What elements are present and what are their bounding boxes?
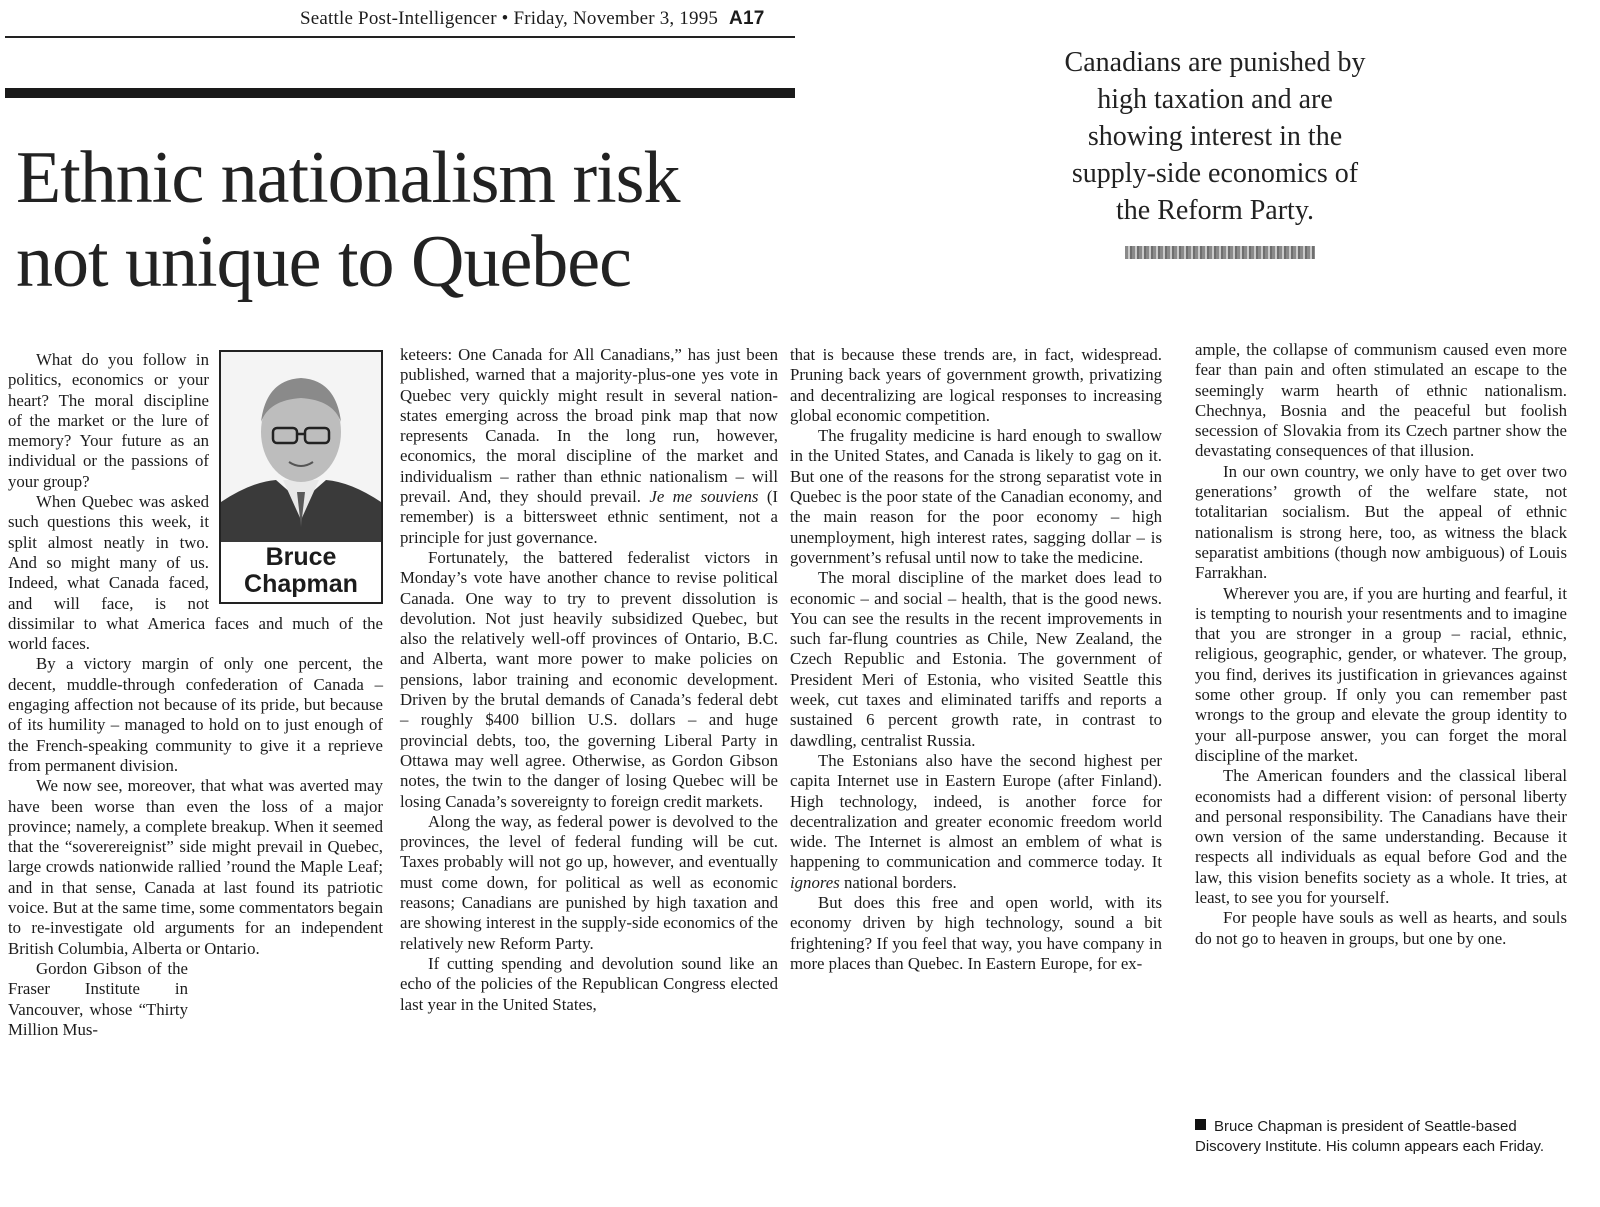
author-photo <box>219 350 383 604</box>
article-column-1 <box>8 350 383 1040</box>
paragraph: The moral discipline of the market does lead to economic – and social – health, that is the good news. You can see the results in the recent improvements in such far-flung countries as Chile, New Zealand, the Czech Republic and Estonia. The government of President Meri of Estonia, who visited Seattle this week, cut taxes and eliminated tariffs and reports a sustained 6 percent growth rate, in contrast to dawdling, centralist Russia. <box>790 568 1162 750</box>
paragraph: Along the way, as federal power is devolved to the provinces, the level of federal funding will be cut. Taxes probably will not go up, however, and eventually must come down, for political as well as economic reasons; Canadians are punished by high taxation and are showing interest in the supply-side economics of the relatively new Reform Party. <box>400 811 778 953</box>
italic-phrase: ignores <box>790 872 840 892</box>
paragraph: Fortunately, the battered federalist victors in Monday’s vote have another chance to revise political Canada. One way to try to prevent dissolution is devolution. Not just heavily subsidized Quebec, but also the relatively well-off provinces of Ontario, B.C. and Alberta, want more power to make policies on pensions, labor training and economic development. Driven by the brutal demands of Canada’s federal debt – roughly $400 billion U.S. dollars – and huge provincial debts, too, the governing Liberal Party in Ottawa may well agree. Otherwise, as Gordon Gibson notes, the twin to the danger of losing Quebec will be losing Canada’s sovereignty to foreign credit markets. <box>400 547 778 811</box>
article-column-4 <box>1195 340 1567 949</box>
paragraph: The frugality medicine is hard enough to swallow in the United States, and Canada is likely to gag on it. But one of the reasons for the strong separatist vote in Quebec is the poor state of the Canadian economy, and the main reason for the poor economy – high unemployment, high interest rates, sagging dollar – is government’s refusal until now to take the medicine. <box>790 426 1162 567</box>
byline-first-name: Bruce <box>265 543 337 571</box>
paragraph-text: (I remember) is a bittersweet ethnic sentiment, not a principle for just governance. <box>400 487 779 547</box>
paragraph: For people have souls as well as hearts, and souls do not go to heaven in groups, but one by one. <box>1195 908 1567 948</box>
paragraph: We now see, moreover, that what was averted may have been worse than even the loss of a major province; namely, a complete breakup. When it seemed that the “soverereignist” side might prevail in Quebec, large crowds nationwide rallied ’round the Maple Leaf; and in that sense, Canada at last found its patriotic voice. But at the same time, some commentators begain to re-investigate old arguments for an independent British Columbia, Alberta or Ontario. <box>8 776 383 958</box>
pull-quote-line: the Reform Party. <box>1115 195 1315 226</box>
paragraph: In our own country, we only have to get over two generations’ growth of the welfare state, not totalitarian socialism. But the appeal of ethnic nationalism is strong here, too, as witness the black separatist ambitions (though now ambiguous) of Louis Farrakhan. <box>1195 461 1567 583</box>
article-column-2 <box>400 345 778 1015</box>
italic-phrase: Je me souviens <box>649 487 759 507</box>
paragraph-text: keteers: One Canada for All Canadians,” has just been published, warned that a majority-plus-one yes vote in Quebec very quickly might result in several nation-states emerging across the broad pink map that now represents Canada. In the long run, however, economics, the moral discipline of the market and individualism – rather than ethnic nationalism – will prevail. And, they should prevail. <box>400 345 778 507</box>
headline <box>16 136 796 304</box>
pull-quote-line: Canadians are punished by <box>1064 47 1366 78</box>
headline-line-2: not unique to Quebec <box>16 221 631 303</box>
headline-line-1: Ethnic nationalism risk <box>16 137 680 219</box>
pull-quote-line: showing interest in the <box>1087 121 1343 152</box>
paragraph: that is because these trends are, in fact, widespread. Pruning back years of government growth, privatizing and decentralizing are logical responses to increasing global economic competition. <box>790 345 1162 425</box>
paragraph: What do you follow in politics, economics or your heart? The moral discipline of the market or the lure of memory? Your future as an individual or the passions of your group? <box>8 350 209 491</box>
author-portrait-icon <box>221 352 381 542</box>
paragraph <box>790 751 1162 893</box>
masthead-text: Seattle Post-Intelligencer • Friday, November 3, 1995 <box>300 8 719 29</box>
author-tagline-text: Bruce Chapman is president of Seattle-based Discovery Institute. His column appears each Friday. <box>1195 1118 1545 1155</box>
paragraph-text: national borders. <box>843 872 957 892</box>
pull-quote <box>1025 44 1405 229</box>
paragraph: The American founders and the classical liberal economists had a different vision: of personal liberty and personal responsibility. The Canadians have their own version of the same understanding. Because it respects all individuals as equal before God and the law, this vision benefits society as a whole. It tries, at least, to see you for yourself. <box>1195 766 1567 908</box>
paragraph: ample, the collapse of communism caused even more fear than pain and often stimulated an escape to the seemingly warm hearth of ethnic nationalism. Chechnya, Bosnia and the peaceful but foolish secession of Slovakia from its Czech partner show the devastating consequences of that illusion. <box>1195 340 1567 461</box>
pull-quote-line: high taxation and are <box>1097 84 1333 115</box>
byline <box>221 544 381 598</box>
paragraph-text: The Estonians also have the second highest per capita Internet use in Eastern Europe (after Finland). High technology, indeed, is another force for decentralization and greater economic freedom world wide. The Internet is almost an emblem of what is happening to communication and commerce today. It <box>790 750 1162 872</box>
black-square-bullet-icon <box>1195 1119 1206 1130</box>
page-number: A17 <box>729 8 765 29</box>
pull-quote-ornament <box>1125 246 1315 259</box>
paragraph: Wherever you are, if you are hurting and fearful, it is tempting to nourish your resentments and to imagine that you are stronger in a group – racial, ethnic, religious, geographic, gender, or whatever. The group, you find, derives its justification in grievances against some other group. If only you can remember past wrongs to the group and elevate the group identity to your all-purpose answer, you can forget the moral discipline of the market. <box>1195 583 1567 765</box>
pull-quote-line: supply-side economics of <box>1071 158 1359 189</box>
article-column-3 <box>790 345 1162 974</box>
masthead <box>300 8 765 30</box>
paragraph: Gordon Gibson of the Fraser Institute in Vancouver, whose “Thirty Million Mus- <box>8 958 188 1039</box>
paragraph: By a victory margin of only one percent, the decent, muddle-through confederation of Canada – engaging affection not because of its pride, but because of its humility – managed to hold on to just enough of the French-speaking community to give it a reprieve from permanent division. <box>8 654 383 775</box>
section-rule <box>5 88 795 98</box>
paragraph: But does this free and open world, with its economy driven by high technology, sound a bit frightening? If you feel that way, you have company in more places than Quebec. In Eastern Europe, for ex- <box>790 893 1162 973</box>
paragraph: When Quebec was asked such questions this week, it split almost neatly in two. And so might many of us. Indeed, what Canada faced, and will face, is not dissimilar to what America faces and much of the world faces. <box>8 492 383 654</box>
paragraph: If cutting spending and devolution sound like an echo of the policies of the Republican Congress elected last year in the United States, <box>400 953 778 1014</box>
masthead-rule <box>5 36 795 38</box>
byline-last-name: Chapman <box>244 570 358 598</box>
paragraph <box>400 345 778 548</box>
author-tagline <box>1195 1117 1565 1157</box>
